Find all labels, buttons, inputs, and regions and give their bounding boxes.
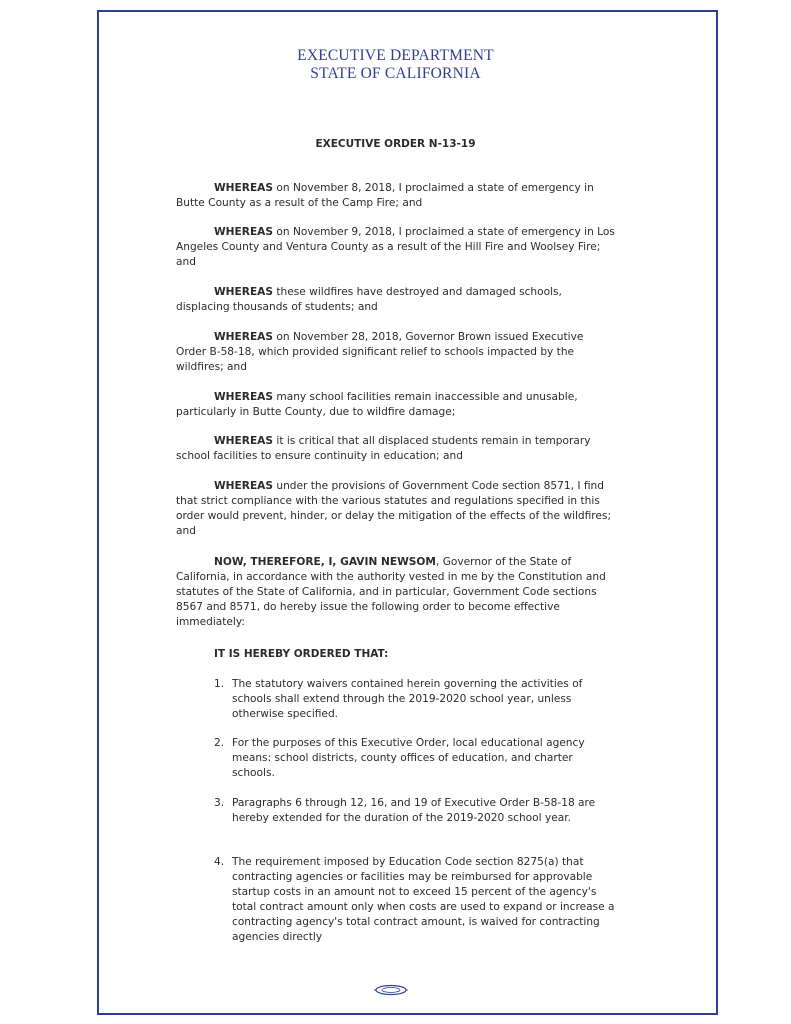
whereas-text: many school facilities remain inaccessible and unusable, particularly in Butte County, due to wildfire damage; [176, 391, 578, 418]
order-item-number: 4. [214, 856, 225, 868]
whereas-paragraph-3 [176, 285, 616, 315]
whereas-lead: WHEREAS [214, 331, 274, 343]
order-item-text: For the purposes of this Executive Order, local educational agency means: school districts, county offices of education, and charter schools. [232, 737, 585, 779]
whereas-paragraph-1 [176, 181, 616, 211]
whereas-paragraph-4 [176, 330, 616, 375]
order-item-number: 2. [214, 737, 225, 749]
ordered-heading: IT IS HEREBY ORDERED THAT: [214, 648, 389, 660]
whereas-text: on November 28, 2018, Governor Brown issued Executive Order B-58-18, which provided significant relief to schools impacted by the wildfires; and [176, 331, 584, 373]
whereas-lead: WHEREAS [214, 226, 274, 238]
whereas-paragraph-7 [176, 479, 616, 539]
whereas-text: on November 8, 2018, I proclaimed a state of emergency in Butte County as a result of the Camp Fire; and [176, 182, 594, 209]
whereas-paragraph-6 [176, 434, 616, 464]
order-item-text: The statutory waivers contained herein governing the activities of schools shall extend through the 2019-2020 school year, unless otherwise specified. [232, 678, 583, 720]
whereas-paragraph-5 [176, 390, 616, 420]
whereas-text: these wildfires have destroyed and damaged schools, displacing thousands of students; and [176, 286, 562, 313]
whereas-paragraph-2 [176, 225, 616, 270]
now-therefore-lead: NOW, THEREFORE, I, GAVIN NEWSOM [214, 556, 436, 568]
state-seal-icon [373, 984, 409, 996]
state-title: STATE OF CALIFORNIA [310, 65, 481, 82]
whereas-text: on November 9, 2018, I proclaimed a state of emergency in Los Angeles County and Ventura County as a result of the Hill Fire and Woolsey Fire; and [176, 226, 615, 268]
order-item-2 [214, 736, 616, 781]
order-item-4 [214, 855, 616, 945]
now-therefore-text: , Governor of the State of California, in accordance with the authority vested in me by the Constitution and statutes of the State of California, and in particular, Government Code sections 8567 and 8571, do hereby issue the following order to become effective immediately: [176, 556, 606, 628]
whereas-lead: WHEREAS [214, 391, 274, 403]
whereas-lead: WHEREAS [214, 182, 274, 194]
order-title: EXECUTIVE ORDER N-13-19 [315, 138, 476, 150]
now-therefore-paragraph [176, 555, 616, 630]
whereas-lead: WHEREAS [214, 480, 274, 492]
order-item-number: 3. [214, 797, 225, 809]
order-item-number: 1. [214, 678, 225, 690]
whereas-lead: WHEREAS [214, 286, 274, 298]
department-title: EXECUTIVE DEPARTMENT [297, 47, 494, 64]
order-item-1 [214, 677, 616, 722]
whereas-text: under the provisions of Government Code section 8571, I find that strict compliance with the various statutes and regulations specified in this order would prevent, hinder, or delay the mitigation of the effects of the wildfires; and [176, 480, 612, 537]
order-item-text: The requirement imposed by Education Code section 8275(a) that contracting agencies or facilities may be reimbursed for approvable startup costs in an amount not to exceed 15 percent of the agency's total contract amount only when costs are used to expand or increase a contracting agency's total contract amount, is waived for contracting agencies directly [232, 856, 615, 943]
whereas-text: it is critical that all displaced students remain in temporary school facilities to ensure continuity in education; and [176, 435, 591, 462]
order-item-3 [214, 796, 616, 826]
order-item-text: Paragraphs 6 through 12, 16, and 19 of Executive Order B-58-18 are hereby extended for the duration of the 2019-2020 school year. [232, 797, 596, 824]
whereas-lead: WHEREAS [214, 435, 274, 447]
